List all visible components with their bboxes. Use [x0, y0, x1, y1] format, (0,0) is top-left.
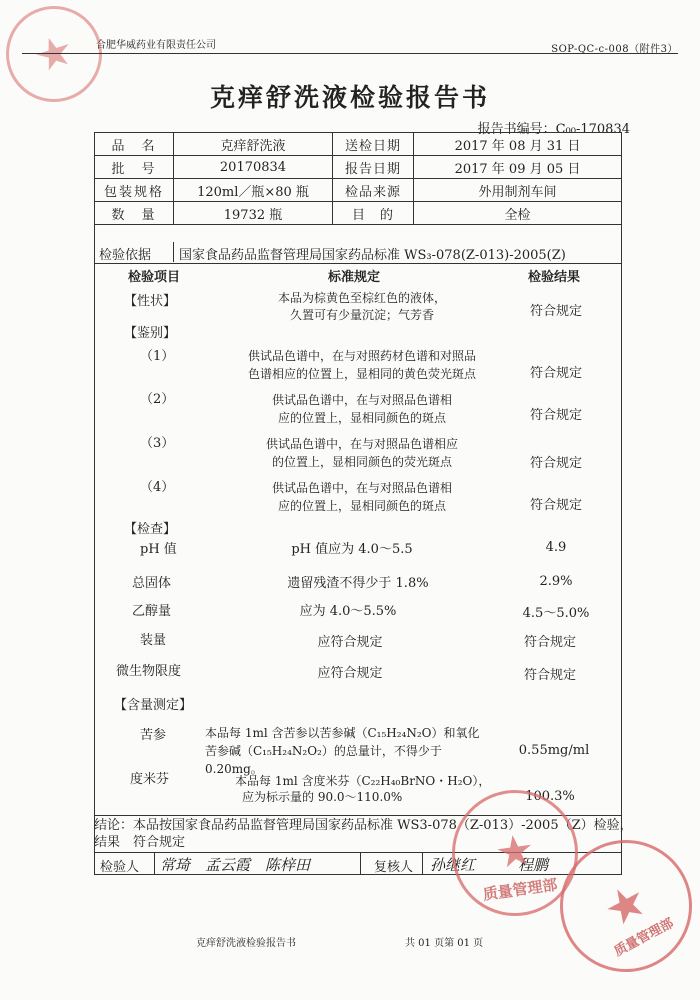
- check-microbe-result: 符合规定: [523, 668, 576, 683]
- assay-kushen-item: 苦参: [140, 728, 167, 743]
- assay-kushen-standard-line2: 苦参碱（C₁₅H₂₄N₂O₂）的总量计，不得少于 0.20mg。: [205, 744, 442, 776]
- check-ethanol-standard: 应为 4.0～5.5%: [299, 604, 397, 619]
- sign-divider-3: [422, 853, 423, 875]
- column-standard: 标准规定: [328, 270, 381, 285]
- check-ethanol-result: 4.5～5.0%: [522, 606, 590, 621]
- spec-label: 包装规格: [95, 179, 174, 202]
- product-label: 品 名: [95, 133, 174, 156]
- report-date-label: 报告日期: [333, 156, 414, 179]
- company-name: 合肥华威药业有限责任公司: [96, 40, 216, 51]
- submit-date-value: 2017 年 08 月 31 日: [414, 133, 622, 156]
- assay-kushen-standard-line1: 本品每 1ml 含苦参以苦参碱（C₁₅H₂₄N₂O）和氧化: [205, 726, 480, 740]
- assay-domiphen-item: 度米芬: [130, 772, 170, 787]
- check-ph-standard: pH 值应为 4.0～5.5: [291, 542, 413, 557]
- reviewer-signature: 孙继红: [430, 856, 476, 874]
- assay-kushen-result: 0.55mg/ml: [518, 743, 590, 758]
- assay-domiphen-standard-line1: 本品每 1ml 含度米芬（C₂₂H₄₀BrNO・H₂O），: [235, 774, 491, 788]
- basis-label: 检验依据: [99, 248, 152, 263]
- identify-4-standard-line1: 供试品色谱中，在与对照品色谱相: [271, 481, 452, 495]
- section-check: 【检查】: [124, 522, 177, 537]
- check-solids-item: 总固体: [132, 576, 172, 591]
- footer-title: 克痒舒洗液检验报告书: [196, 938, 296, 949]
- source-label: 检品来源: [333, 179, 414, 202]
- spec-value: 120ml／瓶×80 瓶: [174, 179, 333, 202]
- qc-seal-text: 质量管理部: [481, 875, 559, 904]
- character-result: 符合规定: [529, 304, 582, 319]
- qty-value: 19732 瓶: [174, 202, 333, 225]
- document-code: SOP-QC-c-008（附件3）: [551, 44, 678, 55]
- identify-4-no: （4）: [140, 480, 175, 495]
- check-fill-standard: 应符合规定: [317, 635, 383, 650]
- product-value: 克痒舒洗液: [174, 133, 333, 156]
- check-ph-item: pH 值: [140, 542, 177, 557]
- section-character: 【性状】: [124, 294, 177, 309]
- basis-divider: [173, 242, 174, 262]
- report-number: 报告书编号：C₀₀-170834: [477, 122, 630, 137]
- check-ph-result: 4.9: [545, 540, 567, 555]
- check-microbe-item: 微生物限度: [116, 664, 182, 679]
- page-title: 克痒舒洗液检验报告书: [209, 83, 490, 112]
- identify-3-result: 符合规定: [529, 456, 582, 471]
- purpose-value: 全检: [414, 202, 622, 225]
- identify-3-no: （3）: [140, 436, 175, 451]
- identify-1-no: （1）: [140, 349, 175, 364]
- conclusion-line1: 结论：本品按国家食品药品监督管理局国家药品标准 WS3-078（Z-013）-2005（Z）检验，: [94, 818, 633, 833]
- reviewer-label: 复核人: [374, 860, 414, 875]
- sign-divider-2: [360, 853, 361, 875]
- info-table: [94, 132, 622, 225]
- qty-label: 数 量: [95, 202, 174, 225]
- section-assay: 【含量测定】: [114, 698, 193, 713]
- identify-2-result: 符合规定: [529, 408, 582, 423]
- sign-divider-1: [154, 853, 155, 875]
- purpose-label: 目 的: [333, 202, 414, 225]
- corner-seal-text: 质量管理部: [611, 915, 677, 960]
- column-item: 检验项目: [128, 270, 181, 285]
- batch-value: 20170834: [174, 156, 333, 179]
- submit-date-label: 送检日期: [333, 133, 414, 156]
- identify-2-standard-line1: 供试品色谱中，在与对照品色谱相: [271, 393, 452, 407]
- conclusion-line2: 结果 符合规定: [94, 835, 186, 850]
- identify-1-standard-line1: 供试品色谱中，在与对照药材色谱和对照品: [247, 349, 476, 363]
- inspector-signature: 常琦 孟云霞 陈梓田: [160, 856, 326, 874]
- identify-1-standard-line2: 色谱相应的位置上，显相同的黄色荧光斑点: [247, 367, 476, 381]
- check-solids-standard: 遗留残渣不得少于 1.8%: [287, 576, 429, 591]
- identify-3-standard-line1: 供试品色谱中，在与对照品色谱相应: [265, 437, 458, 451]
- assay-domiphen-standard-line2: 应为标示量的 90.0～110.0%: [242, 790, 403, 804]
- inspector-label: 检验人: [100, 860, 140, 875]
- check-fill-item: 装量: [140, 633, 167, 648]
- batch-label: 批 号: [95, 156, 174, 179]
- identify-2-no: （2）: [140, 392, 175, 407]
- report-date-value: 2017 年 09 月 05 日: [414, 156, 622, 179]
- identify-2-standard-line2: 应的位置上，显相同颜色的斑点: [277, 411, 446, 425]
- character-standard-line2: 久置可有少量沉淀；气芳香: [289, 308, 434, 322]
- basis-row: [94, 242, 622, 264]
- identify-3-standard-line2: 的位置上，显相同颜色的荧光斑点: [271, 455, 452, 469]
- identify-4-result: 符合规定: [529, 498, 582, 513]
- check-solids-result: 2.9%: [539, 574, 573, 589]
- check-microbe-standard: 应符合规定: [317, 666, 383, 681]
- assay-domiphen-result: 100.3%: [525, 789, 575, 804]
- character-standard-line1: 本品为棕黄色至棕红色的液体，: [277, 291, 446, 305]
- approver-signature: 程鹏: [518, 856, 549, 874]
- source-value: 外用制剂车间: [414, 179, 622, 202]
- column-result: 检验结果: [528, 270, 581, 285]
- identify-4-standard-line2: 应的位置上，显相同颜色的斑点: [277, 499, 446, 513]
- basis-value: 国家食品药品监督管理局国家药品标准 WS₃-078(Z-013)-2005(Z): [179, 248, 566, 263]
- check-ethanol-item: 乙醇量: [132, 604, 172, 619]
- footer-page: 共 01 页第 01 页: [405, 938, 484, 949]
- check-fill-result: 符合规定: [523, 635, 576, 650]
- identify-1-result: 符合规定: [529, 366, 582, 381]
- header-rule: [22, 53, 678, 54]
- section-identify: 【鉴别】: [124, 326, 177, 341]
